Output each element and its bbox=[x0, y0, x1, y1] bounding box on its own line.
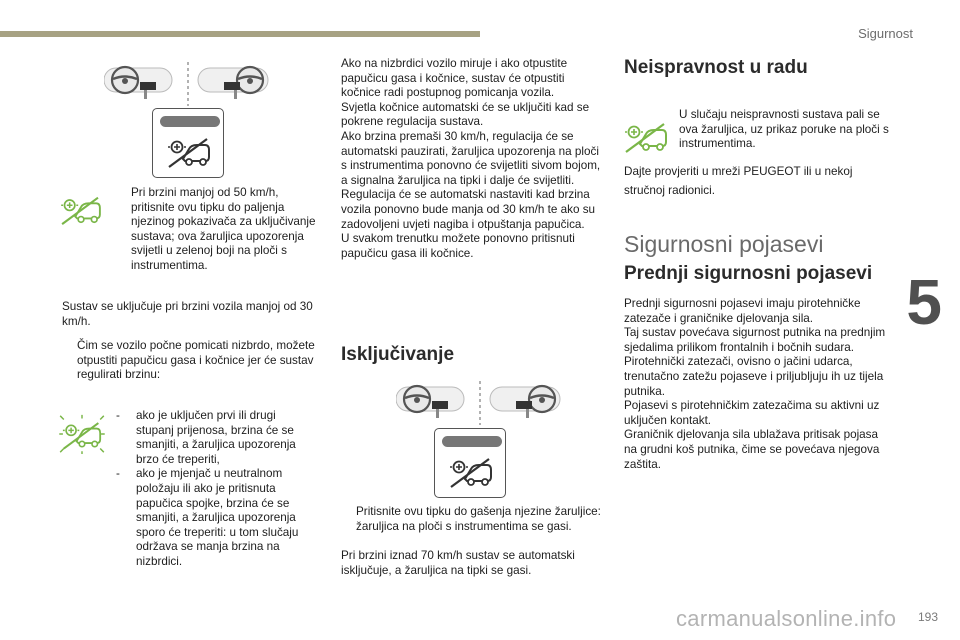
bullet-marker bbox=[62, 339, 77, 383]
top-color-bar bbox=[0, 31, 480, 37]
bullet-marker bbox=[341, 505, 356, 534]
dash-item: - ako je uključen prvi ili drugi stupanj prijenosa, brzina će se smanjiti, a žaruljica upozorenja brzo će treperiti, bbox=[116, 409, 296, 466]
bullet-text: Pri brzini manjoj od 50 km/h, pritisnite ovu tipku do paljenja njezinog pokazivača za uključivanje sustava; ova žaruljica upozorenja svijetli u zelenoj boji na ploči s instrumentima. bbox=[131, 186, 316, 272]
button-led-strip bbox=[442, 436, 502, 447]
watermark-text: carmanualsonline.info bbox=[676, 606, 897, 631]
dashboard-illustration-off bbox=[396, 381, 564, 425]
heading-malfunction: Neispravnost u radu bbox=[624, 57, 808, 78]
section-header: Sigurnost bbox=[858, 26, 913, 41]
malfunction-check: Dajte provjeriti u mreži PEUGEOT ili u nekoj stručnoj radionici. bbox=[624, 165, 853, 197]
deactivation-paragraph: Pri brzini iznad 70 km/h sustav se automatski isključuje, a žaruljica na tipki se gasi. bbox=[341, 549, 575, 577]
bullet-deactivation bbox=[341, 505, 601, 534]
section-title-seatbelts: Sigurnosni pojasevi bbox=[624, 231, 824, 257]
hill-descent-fault-icon bbox=[624, 118, 668, 154]
bullet-text: Čim se vozilo počne pomicati nizbrdo, možete otpustiti papučicu gasa i kočnice jer će sustav regulirati brzinu: bbox=[77, 339, 315, 382]
dash-item: - ako je mjenjač u neutralnom položaju ili ako je pritisnuta papučica spojke, brzina će se smanjiti, a žaruljica upozorenja sporo će treperiti: u tom slučaju održava se manja brzina na nizbrdici. bbox=[116, 467, 299, 568]
hdc-button-illustration-off bbox=[434, 428, 506, 498]
heading-deactivation: Isključivanje bbox=[341, 344, 455, 365]
hdc-button-illustration bbox=[152, 108, 224, 178]
hill-descent-icon bbox=[449, 453, 493, 489]
front-seatbelts-text: Prednji sigurnosni pojasevi imaju pirotehničke zatezače i graničnike djelovanja sila. Taj sustav povećava sigurnost putnika na prednjim sjedalima prilikom frontalnih i bočnih sudara. Pirotehnički zatezači, ovisno o jačini udarca, trenutačno zatežu pojaseve i priljubljuju ih uz tijela putnika. Pojasevi s pirotehničkim zatezačima su aktivni uz uključen kontakt. Graničnik djelovanja sila ublažava pritisak pojasa na grudni koš putnika, čime se povećava njegova zaštita. bbox=[624, 297, 886, 471]
malfunction-text: U slučaju neispravnosti sustava pali se ova žaruljica, uz prikaz poruke na ploči s instrumentima. bbox=[679, 108, 889, 151]
hill-descent-flashing-icon bbox=[58, 414, 106, 459]
bullet-marker bbox=[116, 186, 131, 274]
chapter-number: 5 bbox=[906, 266, 942, 338]
heading-front-seatbelts: Prednji sigurnosni pojasevi bbox=[624, 263, 873, 284]
bullet-text: Pritisnite ovu tipku do gašenja njezine žaruljice: žaruljica na ploči s instrumentima se gasi. bbox=[356, 505, 601, 533]
regulation-paragraph: Ako na nizbrdici vozilo miruje i ako otpustite papučicu gasa i kočnice, sustav će otpustiti kočnice radi postupnog pomicanja vozila. Svjetla kočnice automatski će se uključiti kad se pokrene regulacija sustava. Ako brzina premaši 30 km/h, regulacija će se automatski pauzirati, žaruljica upozorenja na ploči s instrumentima ponovno će svijetliti sivom bojom, a signalna žaruljica na tipki i dalje će svijetliti. Regulacija će se automatski nastaviti kad brzina vozila ponovno bude manja od 30 km/h te ako su zadovoljeni uvjeti nagiba i otpuštanja papučica. U svakom trenutku možete ponovno pritisnuti papučicu gasa ili kočnice. bbox=[341, 57, 601, 260]
hill-descent-icon bbox=[167, 133, 211, 169]
bullet-activation bbox=[116, 186, 316, 274]
dash-list bbox=[116, 409, 316, 570]
page-number: 193 bbox=[917, 610, 938, 624]
hill-descent-green-warning-icon bbox=[60, 192, 102, 226]
dashboard-illustration-on bbox=[104, 62, 272, 106]
bullet-downhill-start bbox=[62, 339, 324, 383]
activation-note: Sustav se uključuje pri brzini vozila manjoj od 30 km/h. bbox=[62, 300, 313, 328]
button-led-strip bbox=[160, 116, 220, 127]
